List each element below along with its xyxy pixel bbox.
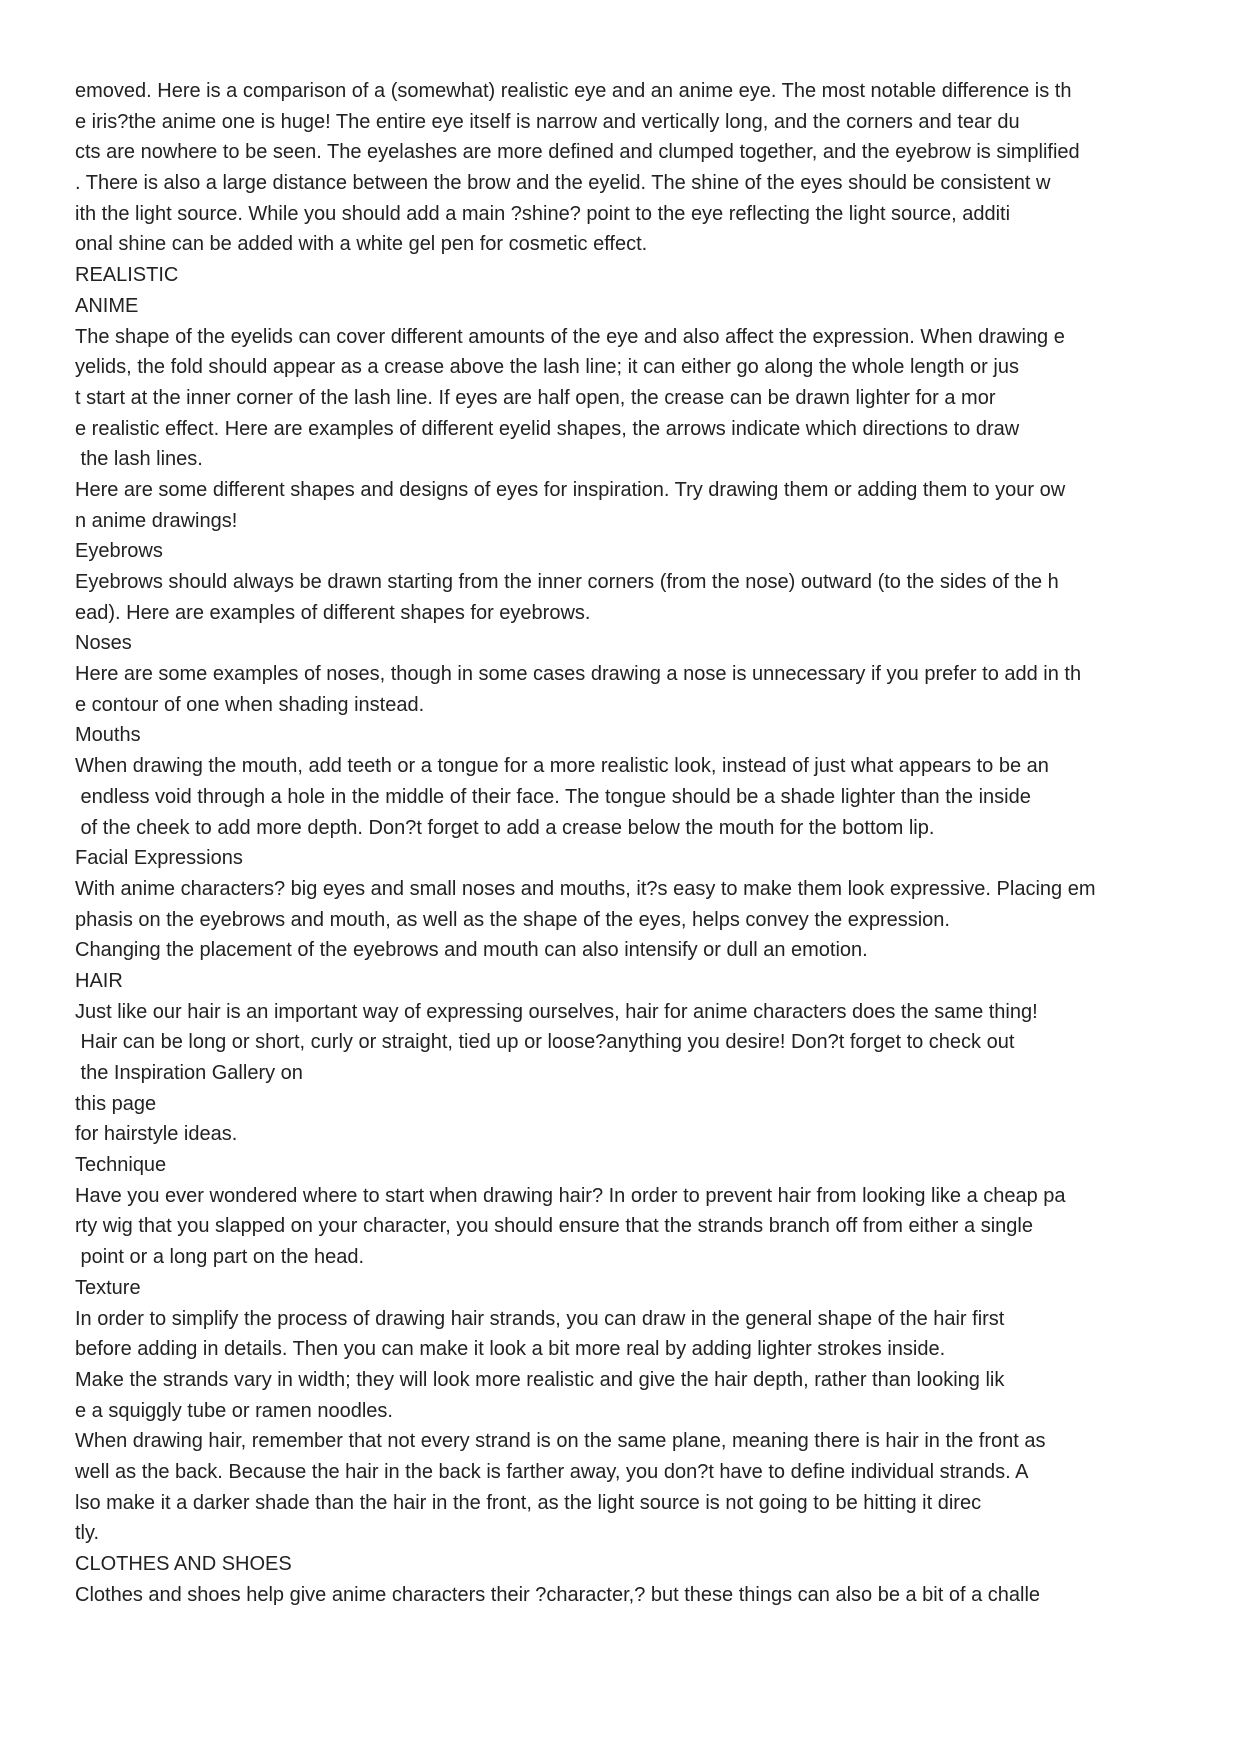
text-line: t start at the inner corner of the lash line. If eyes are half open, the crease can be drawn lighter for a mor [75, 386, 996, 409]
text-line: point or a long part on the head. [75, 1246, 365, 1269]
text-line: e a squiggly tube or ramen noodles. [75, 1399, 393, 1422]
document-text [75, 76, 1175, 1610]
text-line: yelids, the fold should appear as a crease above the lash line; it can either go along the whole length or jus [75, 356, 1019, 379]
text-line: Noses [75, 632, 132, 655]
text-line: CLOTHES AND SHOES [75, 1553, 292, 1575]
text-line: onal shine can be added with a white gel pen for cosmetic effect. [75, 233, 648, 256]
text-line: Here are some different shapes and designs of eyes for inspiration. Try drawing them or adding them to your ow [75, 478, 1066, 501]
text-line: HAIR [75, 969, 123, 992]
text-line: before adding in details. Then you can make it look a bit more real by adding lighter strokes inside. [75, 1338, 946, 1361]
text-line: . There is also a large distance between the brow and the eyelid. The shine of the eyes should be consistent w [75, 172, 1051, 195]
text-line: When drawing hair, remember that not every strand is on the same plane, meaning there is hair in the front as [75, 1430, 1046, 1453]
text-line: Eyebrows [75, 540, 163, 563]
text-line: for hairstyle ideas. [75, 1123, 238, 1146]
text-line: Clothes and shoes help give anime characters their ?character,? but these things can also be a bit of a challe [75, 1583, 1041, 1606]
text-line: Texture [75, 1276, 141, 1299]
text-line: ead). Here are examples of different shapes for eyebrows. [75, 601, 591, 624]
text-line: e contour of one when shading instead. [75, 693, 425, 716]
text-line: tly. [75, 1522, 100, 1545]
text-line: Changing the placement of the eyebrows and mouth can also intensify or dull an emotion. [75, 939, 868, 962]
text-line: ith the light source. While you should add a main ?shine? point to the eye reflecting the light source, additi [75, 202, 1011, 225]
text-line: In order to simplify the process of drawing hair strands, you can draw in the general shape of the hair first [75, 1307, 1005, 1330]
text-line: Eyebrows should always be drawn starting from the inner corners (from the nose) outward (to the sides of the h [75, 571, 1059, 593]
text-line: emoved. Here is a comparison of a (somewhat) realistic eye and an anime eye. The most notable difference is th [75, 80, 1072, 102]
text-line: n anime drawings! [75, 509, 238, 532]
text-line: the lash lines. [75, 448, 203, 471]
text-line: When drawing the mouth, add teeth or a tongue for a more realistic look, instead of just what appears to be an [75, 755, 1049, 778]
text-line: The shape of the eyelids can cover different amounts of the eye and also affect the expression. When drawing e [75, 325, 1065, 348]
text-line: rty wig that you slapped on your character, you should ensure that the strands branch off from either a single [75, 1215, 1033, 1238]
text-line: Make the strands vary in width; they will look more realistic and give the hair depth, rather than looking lik [75, 1368, 1005, 1391]
text-line: lso make it a darker shade than the hair in the front, as the light source is not going to be hitting it direc [75, 1491, 982, 1514]
text-line: Technique [75, 1154, 167, 1177]
text-line: of the cheek to add more depth. Don?t forget to add a crease below the mouth for the bottom lip. [75, 816, 935, 839]
text-line: REALISTIC [75, 264, 179, 287]
text-line: well as the back. Because the hair in the back is farther away, you don?t have to define individual strands. A [75, 1460, 1029, 1483]
text-line: the Inspiration Gallery on [75, 1062, 303, 1084]
text-line: Have you ever wondered where to start when drawing hair? In order to prevent hair from looking like a cheap pa [75, 1184, 1066, 1207]
text-line: cts are nowhere to be seen. The eyelashes are more defined and clumped together, and the eyebrow is simplified [75, 141, 1080, 164]
text-line: ANIME [75, 294, 139, 317]
text-line: endless void through a hole in the middle of their face. The tongue should be a shade lighter than the inside [75, 785, 1031, 808]
text-line: Mouths [75, 724, 141, 747]
text-line: e realistic effect. Here are examples of different eyelid shapes, the arrows indicate which directions to draw [75, 417, 1020, 440]
text-line: Hair can be long or short, curly or straight, tied up or loose?anything you desire! Don?t forget to check out [75, 1031, 1015, 1054]
text-line: Here are some examples of noses, though in some cases drawing a nose is unnecessary if you prefer to add in th [75, 663, 1082, 686]
text-line: Just like our hair is an important way of expressing ourselves, hair for anime characters does the same thing! [75, 1000, 1038, 1023]
text-line: With anime characters? big eyes and small noses and mouths, it?s easy to make them look expressive. Placing em [75, 877, 1096, 900]
text-line: Facial Expressions [75, 847, 243, 870]
text-line: this page [75, 1092, 157, 1115]
text-line: phasis on the eyebrows and mouth, as well as the shape of the eyes, helps convey the expression. [75, 908, 950, 931]
text-line: e iris?the anime one is huge! The entire eye itself is narrow and vertically long, and the corners and tear du [75, 110, 1020, 133]
